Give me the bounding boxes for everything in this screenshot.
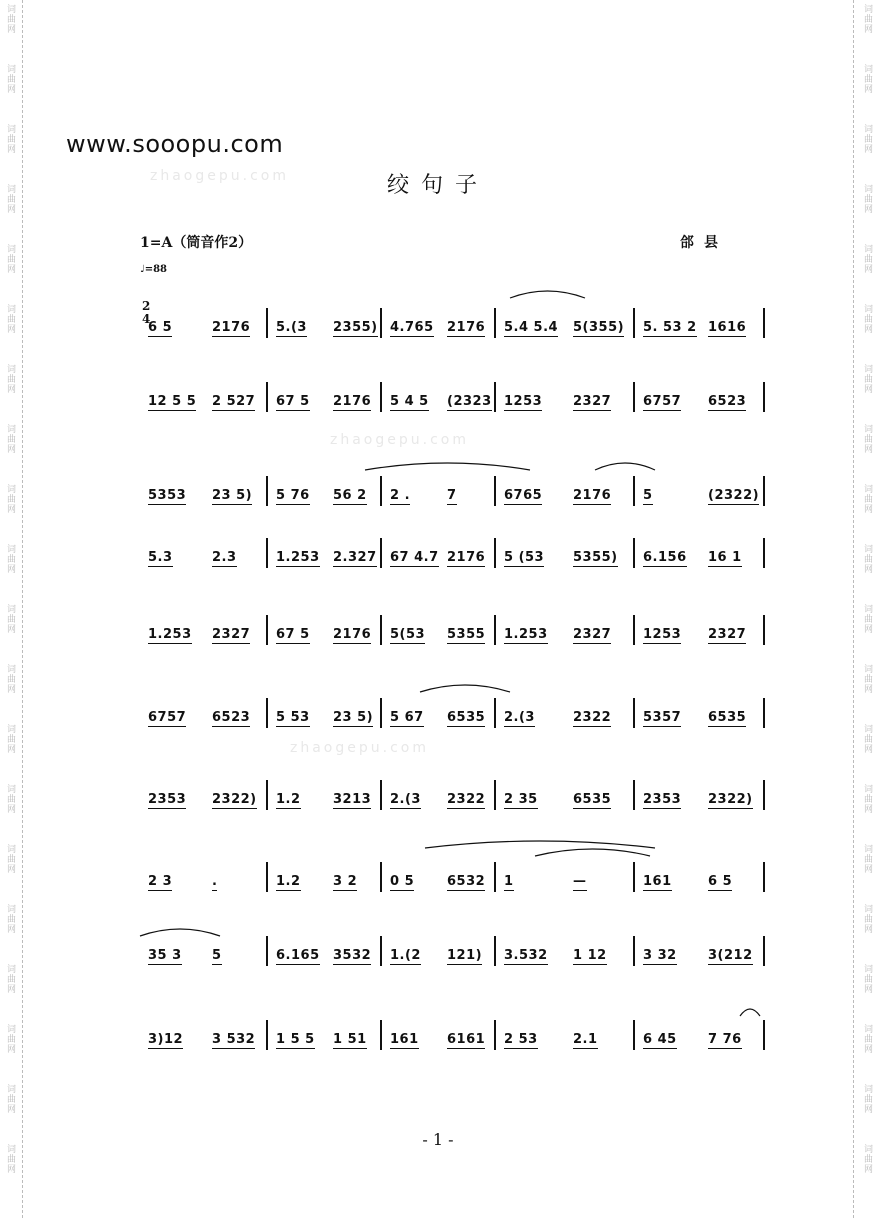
- note-group: 6757: [148, 710, 187, 725]
- background-watermark: zhaogepu.com: [150, 168, 289, 184]
- note-group: 23 5): [212, 488, 253, 503]
- note-group: 16 1: [708, 550, 742, 565]
- note-group: 5 76: [276, 488, 310, 503]
- note-group: 1 12: [573, 948, 607, 963]
- note-group: 6532: [447, 874, 486, 889]
- note-group: 2.(3: [504, 710, 535, 725]
- note-group: 6 5: [708, 874, 733, 889]
- slur: [365, 463, 530, 470]
- margin-watermark: 词曲网: [5, 184, 15, 214]
- margin-watermark: 词曲网: [5, 124, 15, 154]
- slur: [535, 849, 650, 856]
- note-group: 2 .: [390, 488, 411, 503]
- note-group: 1.253: [504, 627, 548, 642]
- note-group: 5 (53: [504, 550, 545, 565]
- note-group: 1.253: [148, 627, 192, 642]
- note-group: 6535: [708, 710, 747, 725]
- note-group: 7 76: [708, 1032, 742, 1047]
- note-group: 2 53: [504, 1032, 538, 1047]
- margin-watermark: 词曲网: [862, 1144, 872, 1174]
- slur: [425, 841, 655, 848]
- note-group: 2176: [573, 488, 612, 503]
- note-group: 3)12: [148, 1032, 184, 1047]
- note-group: 2322: [573, 710, 612, 725]
- note-group: 12 5 5: [148, 394, 197, 409]
- page-number: - 1 -: [422, 1130, 454, 1149]
- meter-top: 2: [142, 299, 151, 313]
- margin-watermark: 词曲网: [862, 964, 872, 994]
- margin-watermark: 词曲网: [862, 904, 872, 934]
- margin-watermark: 词曲网: [5, 1144, 15, 1174]
- note-group: 2322: [447, 792, 486, 807]
- margin-watermark: 词曲网: [5, 724, 15, 754]
- note-group: 2 527: [212, 394, 256, 409]
- note-group: 2 3: [148, 874, 173, 889]
- note-group: 6535: [447, 710, 486, 725]
- note-group: 5. 53 2: [643, 320, 697, 335]
- margin-watermark: 词曲网: [862, 184, 872, 214]
- note-group: 6161: [447, 1032, 486, 1047]
- margin-watermark: 词曲网: [862, 364, 872, 394]
- note-group: 2176: [333, 627, 372, 642]
- note-group: 2176: [212, 320, 251, 335]
- margin-watermark: 词曲网: [862, 724, 872, 754]
- margin-watermark: 词曲网: [5, 904, 15, 934]
- note-group: 161: [643, 874, 672, 889]
- meter-bottom: 4: [142, 312, 151, 326]
- note-group: 2.1: [573, 1032, 598, 1047]
- note-group: 67 4.7: [390, 550, 439, 565]
- margin-watermark: 词曲网: [862, 1024, 872, 1054]
- note-group: 4.765: [390, 320, 434, 335]
- note-group: 6765: [504, 488, 543, 503]
- note-group: (2323: [447, 394, 492, 409]
- note-group: 5353: [148, 488, 187, 503]
- note-group: 2327: [212, 627, 251, 642]
- note-group: 5(53: [390, 627, 426, 642]
- margin-watermark: 词曲网: [5, 244, 15, 274]
- note-group: 6757: [643, 394, 682, 409]
- margin-watermark: 词曲网: [862, 844, 872, 874]
- note-group: 1: [504, 874, 514, 889]
- key-signature: 1=A（筒音作2）: [140, 235, 253, 251]
- margin-watermark: 词曲网: [5, 364, 15, 394]
- note-group: 5(355): [573, 320, 625, 335]
- note-group: 121): [447, 948, 483, 963]
- note-group: 1.2: [276, 874, 301, 889]
- note-group: 67 5: [276, 394, 310, 409]
- note-group: 2176: [447, 320, 486, 335]
- note-group: 2.(3: [390, 792, 421, 807]
- note-group: 5 4 5: [390, 394, 429, 409]
- note-group: 2355): [333, 320, 378, 335]
- note-group: 3.532: [504, 948, 548, 963]
- note-group: 6 5: [148, 320, 173, 335]
- site-url: www.sooopu.com: [66, 130, 284, 158]
- background-watermark: zhaogepu.com: [330, 432, 469, 448]
- margin-watermark: 词曲网: [5, 4, 15, 34]
- note-group: 3 32: [643, 948, 677, 963]
- note-group: 5.3: [148, 550, 173, 565]
- note-group: 3532: [333, 948, 372, 963]
- note-group: 6523: [708, 394, 747, 409]
- tempo-marking: ♩=88: [140, 264, 168, 275]
- note-group: 3(212: [708, 948, 753, 963]
- margin-watermark: 词曲网: [862, 244, 872, 274]
- margin-watermark: 词曲网: [862, 784, 872, 814]
- margin-watermark: 词曲网: [5, 304, 15, 334]
- margin-watermark: 词曲网: [5, 664, 15, 694]
- note-group: 2353: [148, 792, 187, 807]
- note-group: .: [212, 874, 218, 889]
- note-group: 161: [390, 1032, 419, 1047]
- slur: [510, 291, 585, 298]
- note-group: 2176: [447, 550, 486, 565]
- margin-watermark: 词曲网: [5, 784, 15, 814]
- margin-watermark: 词曲网: [5, 1084, 15, 1114]
- note-group: 1.253: [276, 550, 320, 565]
- margin-watermark: 词曲网: [5, 424, 15, 454]
- note-group: 6523: [212, 710, 251, 725]
- note-group: (2322): [708, 488, 760, 503]
- margin-watermark: 词曲网: [862, 604, 872, 634]
- note-group: 2322): [212, 792, 257, 807]
- note-group: 5355): [573, 550, 618, 565]
- note-group: 6.156: [643, 550, 687, 565]
- margin-watermark: 词曲网: [5, 544, 15, 574]
- note-group: 67 5: [276, 627, 310, 642]
- note-group: 6535: [573, 792, 612, 807]
- slur: [140, 929, 220, 936]
- note-group: 3213: [333, 792, 372, 807]
- note-group: 2327: [573, 394, 612, 409]
- note-group: 35 3: [148, 948, 182, 963]
- region-label: 郃县: [680, 235, 728, 251]
- note-group: 3 532: [212, 1032, 256, 1047]
- note-group: 2327: [708, 627, 747, 642]
- margin-watermark: 词曲网: [5, 484, 15, 514]
- margin-watermark: 词曲网: [862, 304, 872, 334]
- margin-watermark: 词曲网: [5, 964, 15, 994]
- note-group: 2176: [333, 394, 372, 409]
- note-group: 1 5 5: [276, 1032, 315, 1047]
- note-group: 2327: [573, 627, 612, 642]
- note-group: 1253: [643, 627, 682, 642]
- margin-watermark: 词曲网: [5, 604, 15, 634]
- note-group: 5357: [643, 710, 682, 725]
- note-group: 5 53: [276, 710, 310, 725]
- note-group: —: [573, 874, 587, 889]
- note-group: 5 67: [390, 710, 424, 725]
- margin-watermark: 词曲网: [5, 1024, 15, 1054]
- note-group: 1.(2: [390, 948, 421, 963]
- margin-watermark: 词曲网: [862, 544, 872, 574]
- margin-watermark: 词曲网: [862, 1084, 872, 1114]
- note-group: 2 35: [504, 792, 538, 807]
- note-group: 1253: [504, 394, 543, 409]
- margin-watermark: 词曲网: [862, 64, 872, 94]
- note-group: 7: [447, 488, 457, 503]
- note-group: 2.327: [333, 550, 377, 565]
- note-group: 1.2: [276, 792, 301, 807]
- note-group: 1 51: [333, 1032, 367, 1047]
- slur: [420, 685, 510, 692]
- note-group: 56 2: [333, 488, 367, 503]
- note-group: 6 45: [643, 1032, 677, 1047]
- slur: [740, 1009, 760, 1016]
- margin-watermark: 词曲网: [862, 4, 872, 34]
- margin-watermark: 词曲网: [5, 844, 15, 874]
- margin-watermark: 词曲网: [862, 424, 872, 454]
- note-group: 2322): [708, 792, 753, 807]
- note-group: 5: [212, 948, 222, 963]
- note-group: 6.165: [276, 948, 320, 963]
- note-group: 5355: [447, 627, 486, 642]
- margin-watermark: 词曲网: [862, 124, 872, 154]
- note-group: 23 5): [333, 710, 374, 725]
- margin-watermark: 词曲网: [862, 484, 872, 514]
- page-title: 绞句子: [386, 173, 489, 198]
- note-group: 3 2: [333, 874, 358, 889]
- margin-watermark: 词曲网: [862, 664, 872, 694]
- note-group: 0 5: [390, 874, 415, 889]
- note-group: 1616: [708, 320, 747, 335]
- background-watermark: zhaogepu.com: [290, 740, 429, 756]
- note-group: 5.(3: [276, 320, 307, 335]
- margin-watermark: 词曲网: [5, 64, 15, 94]
- note-group: 5.4 5.4: [504, 320, 559, 335]
- slur: [595, 463, 655, 470]
- note-group: 2353: [643, 792, 682, 807]
- note-group: 5: [643, 488, 653, 503]
- note-group: 2.3: [212, 550, 237, 565]
